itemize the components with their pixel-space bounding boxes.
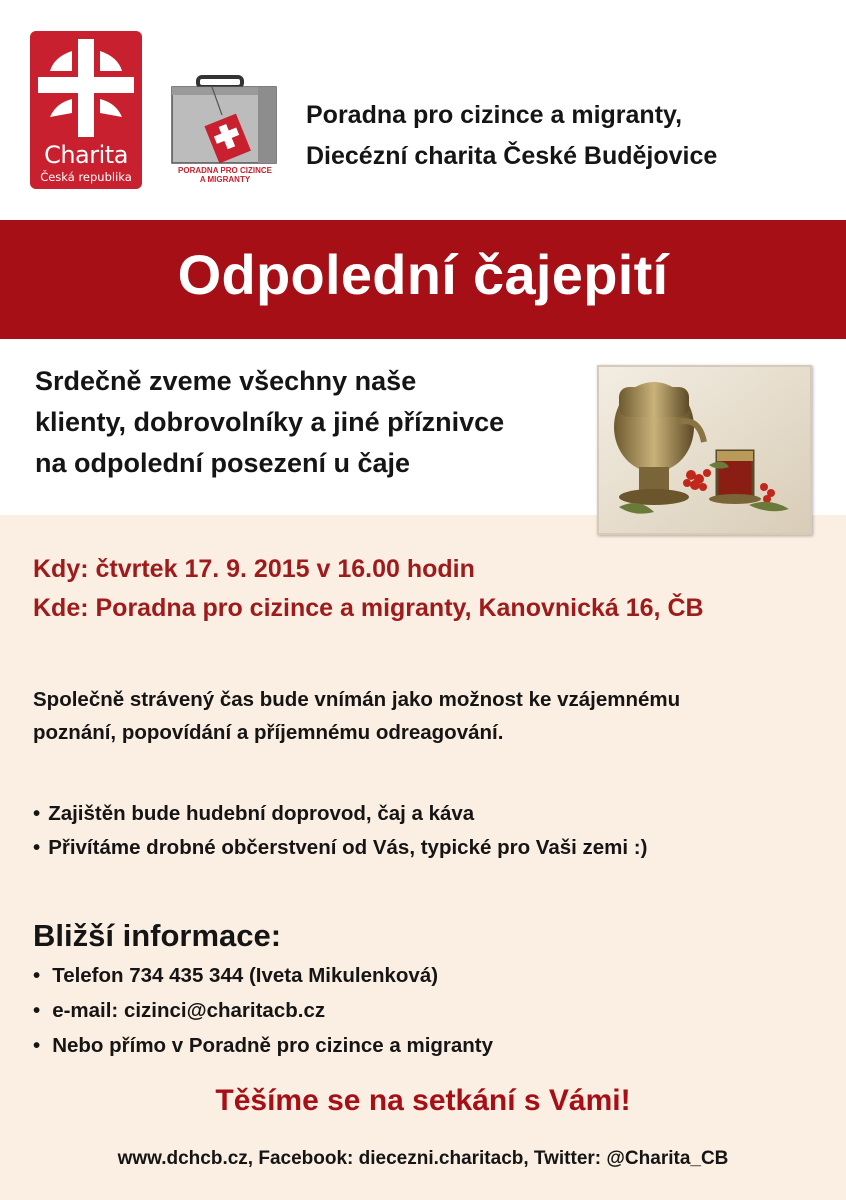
list-item: • Zajištěn bude hudební doprovod, čaj a káva (33, 797, 647, 831)
list-item-office: • Nebo přímo v Poradně pro cizince a migranty (33, 1028, 493, 1063)
logo-name: Charita (44, 141, 128, 169)
list-item: • Přivítáme drobné občerstvení od Vás, typické pro Vaši zemi :) (33, 831, 647, 865)
closing-message: Těšíme se na setkání s Vámi! (215, 1084, 631, 1117)
header (0, 0, 846, 220)
info-heading: Bližší informace: (33, 918, 282, 953)
samovar-tea-photo (597, 365, 812, 535)
invitation-line-1: Srdečně zveme všechny naše (35, 366, 417, 396)
title-banner (0, 220, 846, 339)
list-item-email: • e-mail: cizinci@charitacb.cz (33, 993, 493, 1028)
charita-logo (30, 31, 142, 189)
info-list (33, 958, 493, 1063)
invitation-section (0, 339, 846, 515)
logo-subtitle: Česká republika (40, 170, 132, 184)
organization-title (306, 95, 717, 177)
list-item-phone: • Telefon 734 435 344 (Iveta Mikulenková) (33, 958, 493, 993)
organization-line-2: Diecézní charita České Budějovice (306, 142, 718, 170)
organization-line-1: Poradna pro cizince a migranty, (306, 101, 683, 129)
event-where: Kde: Poradna pro cizince a migranty, Kanovnická 16, ČB (33, 594, 704, 622)
description-line-2: poznání, popovídání a příjemnému odreagování. (33, 721, 504, 744)
invitation-line-3: na odpolední posezení u čaje (35, 448, 411, 478)
invitation-text (35, 361, 504, 484)
event-bullet-list (33, 797, 647, 865)
footer-contacts: www.dchcb.cz, Facebook: diecezni.charitacb, Twitter: @Charita_CB (117, 1148, 729, 1169)
event-description (33, 683, 680, 749)
case-logo-text: PORADNA PRO CIZINCE A MIGRANTY (178, 166, 272, 184)
event-details (33, 550, 704, 628)
invitation-line-2: klienty, dobrovolníky a jiné příznivce (35, 407, 505, 437)
event-when: Kdy: čtvrtek 17. 9. 2015 v 16.00 hodin (33, 555, 475, 583)
description-line-1: Společně strávený čas bude vnímán jako možnost ke vzájemnému (33, 688, 681, 711)
page-title: Odpolední čajepití (177, 243, 669, 306)
charita-cross-icon (34, 37, 138, 141)
